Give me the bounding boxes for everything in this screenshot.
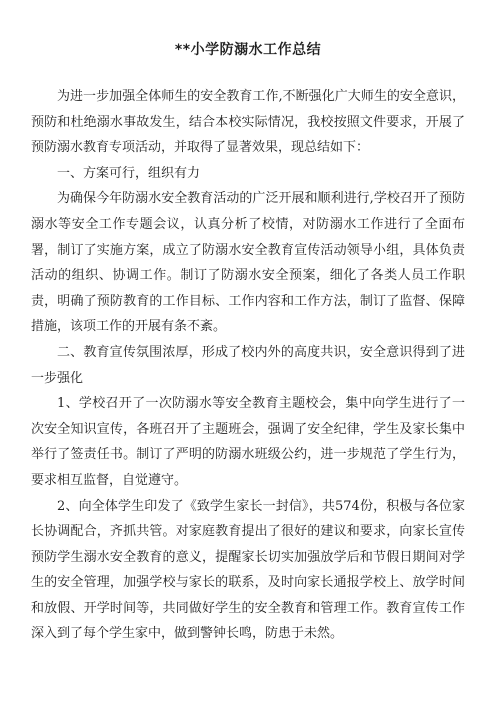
item-1-paragraph: 1、学校召开了一次防溺水等安全教育主题校会，集中向学生进行了一次安全知识宣传，各班召开了主题班会，强调了安全纪律，学生及家长集中举行了签责任书。制订了严明的防溺水班级公约，进一步规范了学生行为，要求相互监督，自觉遵守。	[31, 396, 465, 488]
section-heading-1: 一、方案可行，组织有力	[57, 165, 201, 181]
document-title: **小学防溺水工作总结	[174, 42, 322, 58]
intro-paragraph: 为进一步加强全体师生的安全教育工作,不断强化广大师生的安全意识，预防和杜绝溺水事故发生，结合本校实际情况，我校按照文件要求，开展了预防溺水教育专项活动，并取得了显著效果，现总结如下：	[31, 89, 465, 156]
item-2-paragraph: 2、向全体学生印发了《致学生家长一封信》，共574份，积极与各位家长协调配合，齐抓共管。对家庭教育提出了很好的建议和要求，向家长宣传预防学生溺水安全教育的意义，提醒家长切实加强放学后和节假日期间对学生的安全管理，加强学校与家长的联系，及时向家长通报学校上、放学时间和放假、开学时间等，共同做好学生的安全教育和管理工作。教育宣传工作深入到了每个学生家中，做到警钟长鸣，防患于未然。	[31, 498, 465, 642]
section-1-paragraph: 为确保今年防溺水安全教育活动的广泛开展和顺利进行,学校召开了预防溺水等安全工作专题会议，认真分析了校情，对防溺水工作进行了全面布署，制订了实施方案，成立了防溺水安全教育宣传活动领导小组，具体负责活动的组织、协调工作。制订了防溺水安全预案，细化了各类人员工作职责，明确了预防教育的工作目标、工作内容和工作方法，制订了监督、保障措施，该项工作的开展有条不紊。	[31, 191, 465, 335]
section-heading-2: 二、教育宣传氛围浓厚，形成了校内外的高度共识，安全意识得到了进一步强化	[31, 344, 465, 386]
